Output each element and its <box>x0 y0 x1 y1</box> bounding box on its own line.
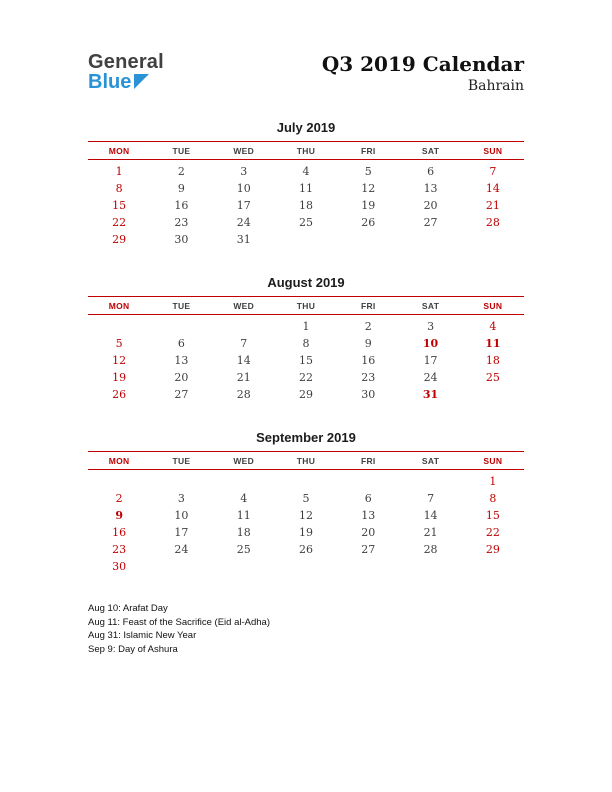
day-cell: 4 <box>302 165 310 178</box>
day-cell: 4 <box>489 320 497 333</box>
month-august <box>88 275 524 403</box>
day-cell: 30 <box>361 388 376 401</box>
day-cell: 27 <box>174 388 189 401</box>
day-cell: 13 <box>361 509 376 522</box>
day-cell: 14 <box>423 509 438 522</box>
day-cell: 23 <box>174 216 189 229</box>
day-cell: 6 <box>364 492 372 505</box>
weeks-grid <box>88 318 524 403</box>
week-row <box>88 318 524 335</box>
day-header-mon: MON <box>108 301 130 311</box>
day-cell: 9 <box>177 182 185 195</box>
day-cell: 19 <box>298 526 313 539</box>
day-cell: 12 <box>298 509 313 522</box>
day-cell: 14 <box>485 182 500 195</box>
week-row <box>88 386 524 403</box>
month-july <box>88 120 524 248</box>
day-cell: 28 <box>423 543 438 556</box>
day-header-thu: THU <box>296 301 316 311</box>
day-cell: 18 <box>485 354 500 367</box>
day-cell: 30 <box>112 560 127 573</box>
empty-day-cell <box>213 558 275 575</box>
day-cell: 14 <box>236 354 251 367</box>
day-cell: 23 <box>361 371 376 384</box>
day-cell: 6 <box>427 165 435 178</box>
day-header-fri: FRI <box>360 146 376 156</box>
month-title: September 2019 <box>256 430 356 445</box>
day-header-row <box>88 451 524 470</box>
weeks-grid <box>88 473 524 575</box>
day-cell: 22 <box>485 526 500 539</box>
day-cell: 15 <box>112 199 127 212</box>
empty-day-cell <box>399 473 461 490</box>
month-title: July 2019 <box>276 120 336 135</box>
day-cell: 24 <box>236 216 251 229</box>
day-cell: 12 <box>112 354 127 367</box>
day-cell: 11 <box>485 337 501 350</box>
day-header-mon: MON <box>108 456 130 466</box>
day-cell: 8 <box>115 182 123 195</box>
empty-day-cell <box>88 473 150 490</box>
week-row <box>88 558 524 575</box>
day-cell: 9 <box>115 509 123 522</box>
day-cell: 5 <box>115 337 123 350</box>
holidays-list <box>88 602 524 656</box>
empty-day-cell <box>150 318 212 335</box>
months-container <box>88 120 524 575</box>
weeks-grid <box>88 163 524 248</box>
week-row <box>88 231 524 248</box>
day-cell: 12 <box>361 182 376 195</box>
logo-text-blue: Blue <box>88 71 132 94</box>
empty-day-cell <box>213 473 275 490</box>
month-september <box>88 430 524 575</box>
day-header-sat: SAT <box>421 301 440 311</box>
empty-day-cell <box>88 318 150 335</box>
day-cell: 13 <box>423 182 438 195</box>
day-header-wed: WED <box>233 146 255 156</box>
empty-day-cell <box>337 473 399 490</box>
day-cell: 18 <box>236 526 251 539</box>
day-cell: 18 <box>298 199 313 212</box>
day-cell: 7 <box>489 165 497 178</box>
week-row <box>88 335 524 352</box>
day-cell: 5 <box>302 492 310 505</box>
day-header-sun: SUN <box>483 146 503 156</box>
empty-day-cell <box>275 473 337 490</box>
logo-text-blue-row <box>88 72 164 92</box>
logo-triangle-icon <box>134 74 149 89</box>
empty-day-cell <box>399 231 461 248</box>
day-cell: 19 <box>361 199 376 212</box>
day-cell: 30 <box>174 233 189 246</box>
week-row <box>88 507 524 524</box>
day-cell: 3 <box>240 165 248 178</box>
day-cell: 26 <box>298 543 313 556</box>
day-header-wed: WED <box>233 456 255 466</box>
day-cell: 31 <box>422 388 439 401</box>
day-cell: 25 <box>298 216 313 229</box>
day-cell: 28 <box>236 388 251 401</box>
day-cell: 25 <box>236 543 251 556</box>
day-header-mon: MON <box>108 146 130 156</box>
holiday-line: Aug 11: Feast of the Sacrifice (Eid al-Adha) <box>88 616 270 628</box>
day-cell: 10 <box>174 509 189 522</box>
empty-day-cell <box>337 558 399 575</box>
day-cell: 1 <box>115 165 123 178</box>
holiday-line: Sep 9: Day of Ashura <box>88 643 178 655</box>
day-cell: 11 <box>298 182 313 195</box>
week-row <box>88 524 524 541</box>
day-cell: 16 <box>112 526 127 539</box>
day-header-tue: TUE <box>172 456 191 466</box>
empty-day-cell <box>150 473 212 490</box>
day-cell: 29 <box>112 233 127 246</box>
day-cell: 4 <box>240 492 248 505</box>
day-cell: 19 <box>112 371 127 384</box>
holiday-line: Aug 10: Arafat Day <box>88 603 168 614</box>
page-subtitle: Bahrain <box>467 78 524 94</box>
week-row <box>88 541 524 558</box>
day-cell: 8 <box>302 337 310 350</box>
week-row <box>88 197 524 214</box>
day-cell: 5 <box>364 165 372 178</box>
day-header-sun: SUN <box>483 456 503 466</box>
week-row <box>88 352 524 369</box>
day-cell: 28 <box>485 216 500 229</box>
page-header <box>88 52 524 94</box>
day-cell: 2 <box>364 320 372 333</box>
day-cell: 27 <box>361 543 376 556</box>
day-cell: 6 <box>177 337 185 350</box>
day-cell: 23 <box>112 543 127 556</box>
day-cell: 9 <box>364 337 372 350</box>
holiday-line: Aug 31: Islamic New Year <box>88 630 197 641</box>
day-cell: 22 <box>298 371 313 384</box>
page-title: Q3 2019 Calendar <box>321 52 524 76</box>
month-title: August 2019 <box>267 275 345 290</box>
week-row <box>88 214 524 231</box>
empty-day-cell <box>337 231 399 248</box>
day-cell: 21 <box>485 199 500 212</box>
day-header-row <box>88 296 524 315</box>
day-header-thu: THU <box>296 146 316 156</box>
week-row <box>88 163 524 180</box>
day-cell: 31 <box>236 233 251 246</box>
logo-text-general: General <box>88 51 164 73</box>
week-row <box>88 473 524 490</box>
day-header-tue: TUE <box>172 146 191 156</box>
day-cell: 8 <box>489 492 497 505</box>
day-cell: 29 <box>485 543 500 556</box>
empty-day-cell <box>399 558 461 575</box>
empty-day-cell <box>213 318 275 335</box>
day-cell: 21 <box>423 526 438 539</box>
day-header-sat: SAT <box>421 146 440 156</box>
day-header-fri: FRI <box>360 456 376 466</box>
day-cell: 3 <box>427 320 435 333</box>
day-cell: 16 <box>361 354 376 367</box>
day-cell: 2 <box>115 492 123 505</box>
title-block <box>322 52 524 94</box>
day-cell: 7 <box>427 492 435 505</box>
day-cell: 13 <box>174 354 189 367</box>
empty-day-cell <box>150 558 212 575</box>
day-cell: 2 <box>177 165 185 178</box>
day-cell: 27 <box>423 216 438 229</box>
empty-day-cell <box>462 386 524 403</box>
day-cell: 20 <box>423 199 438 212</box>
day-cell: 3 <box>177 492 185 505</box>
day-cell: 10 <box>236 182 251 195</box>
day-cell: 15 <box>298 354 313 367</box>
week-row <box>88 369 524 386</box>
empty-day-cell <box>275 558 337 575</box>
day-cell: 15 <box>485 509 500 522</box>
day-cell: 26 <box>361 216 376 229</box>
day-header-tue: TUE <box>172 301 191 311</box>
empty-day-cell <box>275 231 337 248</box>
empty-day-cell <box>462 231 524 248</box>
day-header-sat: SAT <box>421 456 440 466</box>
day-cell: 21 <box>236 371 251 384</box>
week-row <box>88 180 524 197</box>
day-header-sun: SUN <box>483 301 503 311</box>
day-cell: 24 <box>423 371 438 384</box>
day-cell: 17 <box>423 354 438 367</box>
day-cell: 20 <box>361 526 376 539</box>
day-cell: 20 <box>174 371 189 384</box>
day-cell: 17 <box>174 526 189 539</box>
day-cell: 1 <box>302 320 310 333</box>
empty-day-cell <box>462 558 524 575</box>
day-cell: 10 <box>422 337 439 350</box>
day-header-fri: FRI <box>360 301 376 311</box>
day-cell: 11 <box>236 509 251 522</box>
day-cell: 7 <box>240 337 248 350</box>
day-header-wed: WED <box>233 301 255 311</box>
day-cell: 24 <box>174 543 189 556</box>
day-cell: 22 <box>112 216 127 229</box>
general-blue-logo <box>88 52 164 93</box>
day-header-row <box>88 141 524 160</box>
week-row <box>88 490 524 507</box>
day-cell: 1 <box>489 475 497 488</box>
day-cell: 29 <box>298 388 313 401</box>
day-cell: 17 <box>236 199 251 212</box>
day-cell: 26 <box>112 388 127 401</box>
day-cell: 16 <box>174 199 189 212</box>
day-cell: 25 <box>485 371 500 384</box>
day-header-thu: THU <box>296 456 316 466</box>
